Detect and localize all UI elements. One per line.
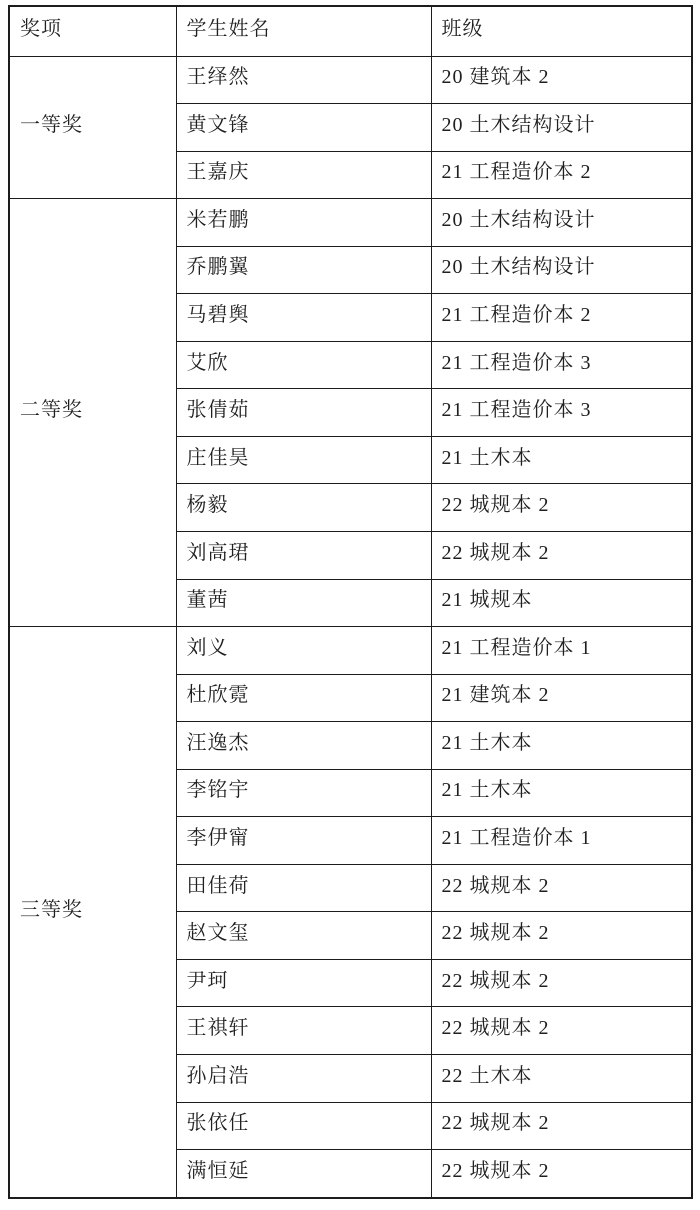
class-cell: 21 建筑本 2 [431, 674, 692, 722]
class-cell: 20 土木结构设计 [431, 246, 692, 294]
class-cell: 21 工程造价本 1 [431, 627, 692, 675]
header-row [9, 6, 692, 56]
award-cell: 三等奖 [9, 627, 176, 1198]
header-student-name: 学生姓名 [176, 6, 431, 56]
class-cell: 22 城规本 2 [431, 1150, 692, 1198]
student-name-cell: 王嘉庆 [176, 151, 431, 199]
class-cell: 21 工程造价本 3 [431, 341, 692, 389]
student-name-cell: 董茜 [176, 579, 431, 627]
student-name-cell: 杨毅 [176, 484, 431, 532]
student-name-cell: 李伊甯 [176, 817, 431, 865]
class-cell: 21 工程造价本 3 [431, 389, 692, 437]
student-name-cell: 庄佳昊 [176, 436, 431, 484]
header-award: 奖项 [9, 6, 176, 56]
table-body [9, 56, 692, 1198]
student-name-cell: 刘高珺 [176, 531, 431, 579]
class-cell: 21 土木本 [431, 769, 692, 817]
class-cell: 22 城规本 2 [431, 531, 692, 579]
class-cell: 21 城规本 [431, 579, 692, 627]
class-cell: 20 土木结构设计 [431, 199, 692, 247]
class-cell: 22 城规本 2 [431, 484, 692, 532]
class-cell: 21 工程造价本 2 [431, 151, 692, 199]
awards-table [8, 5, 693, 1199]
student-name-cell: 尹珂 [176, 959, 431, 1007]
student-name-cell: 张依任 [176, 1102, 431, 1150]
class-cell: 21 工程造价本 2 [431, 294, 692, 342]
class-cell: 22 城规本 2 [431, 1007, 692, 1055]
award-cell: 二等奖 [9, 199, 176, 627]
student-name-cell: 王祺轩 [176, 1007, 431, 1055]
student-name-cell: 张倩茹 [176, 389, 431, 437]
header-class: 班级 [431, 6, 692, 56]
student-name-cell: 米若鹏 [176, 199, 431, 247]
student-name-cell: 马碧舆 [176, 294, 431, 342]
student-name-cell: 赵文玺 [176, 912, 431, 960]
student-name-cell: 黄文锋 [176, 104, 431, 152]
student-name-cell: 王绎然 [176, 56, 431, 104]
class-cell: 22 城规本 2 [431, 912, 692, 960]
table-row [9, 56, 692, 104]
table-row [9, 627, 692, 675]
class-cell: 21 土木本 [431, 436, 692, 484]
class-cell: 20 建筑本 2 [431, 56, 692, 104]
class-cell: 21 土木本 [431, 722, 692, 770]
student-name-cell: 艾欣 [176, 341, 431, 389]
student-name-cell: 李铭宇 [176, 769, 431, 817]
student-name-cell: 汪逸杰 [176, 722, 431, 770]
student-name-cell: 刘义 [176, 627, 431, 675]
award-cell: 一等奖 [9, 56, 176, 199]
class-cell: 22 城规本 2 [431, 1102, 692, 1150]
table-row [9, 199, 692, 247]
class-cell: 22 城规本 2 [431, 864, 692, 912]
class-cell: 22 土木本 [431, 1054, 692, 1102]
student-name-cell: 孙启浩 [176, 1054, 431, 1102]
class-cell: 21 工程造价本 1 [431, 817, 692, 865]
student-name-cell: 满恒延 [176, 1150, 431, 1198]
class-cell: 22 城规本 2 [431, 959, 692, 1007]
class-cell: 20 土木结构设计 [431, 104, 692, 152]
student-name-cell: 杜欣霓 [176, 674, 431, 722]
student-name-cell: 乔鹏翼 [176, 246, 431, 294]
student-name-cell: 田佳荷 [176, 864, 431, 912]
